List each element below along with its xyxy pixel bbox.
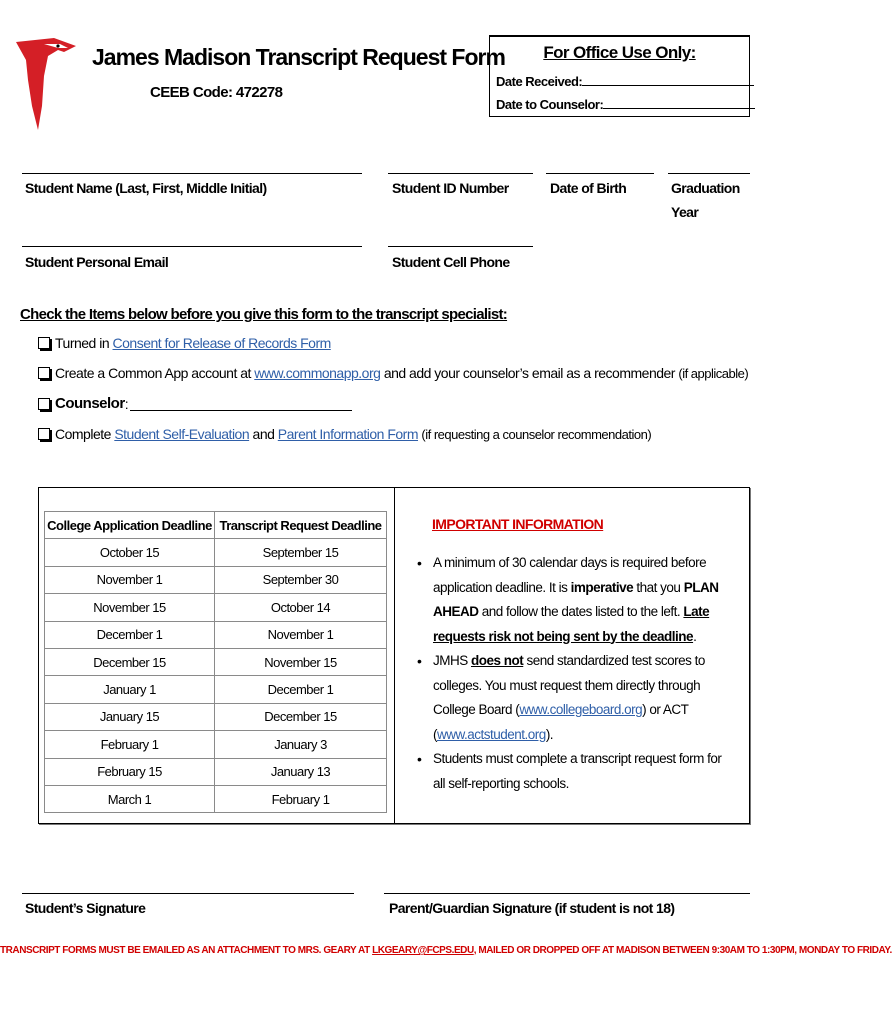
- table-cell: October 15: [45, 539, 215, 566]
- deadline-table: [44, 511, 387, 813]
- student-cell-field[interactable]: [388, 246, 533, 247]
- commonapp-link[interactable]: www.commonapp.org: [254, 365, 381, 381]
- list-item: [417, 551, 735, 649]
- date-received-field[interactable]: [582, 74, 754, 86]
- form-title: James Madison Transcript Request Form: [92, 44, 505, 70]
- self-evaluation-link[interactable]: Student Self-Evaluation: [114, 426, 250, 442]
- text: ).: [545, 726, 554, 742]
- date-to-counselor-field[interactable]: [603, 97, 755, 109]
- footer-text-end: , MAILED OR DROPPED OFF AT MADISON BETWEEN 9:30AM TO 1:30PM, MONDAY TO FRIDAY.: [473, 945, 892, 956]
- table-row: [45, 758, 387, 785]
- date-of-birth-field[interactable]: [546, 173, 654, 174]
- table-cell: November 1: [45, 566, 215, 593]
- table-cell: January 3: [215, 731, 387, 758]
- table-row: [45, 731, 387, 758]
- text: Students must complete a transcript request form for all self-reporting schools.: [433, 751, 722, 791]
- text: that you: [633, 579, 684, 595]
- date-of-birth-label: Date of Birth: [550, 180, 627, 196]
- student-id-field[interactable]: [388, 173, 533, 174]
- checkbox-icon[interactable]: [38, 367, 50, 379]
- counselor-colon: :: [124, 395, 129, 412]
- text: A minimum of 30 calendar days is required before application deadline. It is: [433, 555, 707, 595]
- student-name-label: Student Name (Last, First, Middle Initial): [25, 180, 267, 196]
- table-row: [45, 539, 387, 566]
- date-to-counselor-line: [496, 97, 755, 112]
- table-cell: February 1: [45, 731, 215, 758]
- student-cell-label: Student Cell Phone: [392, 254, 510, 270]
- text: JMHS: [433, 653, 471, 668]
- student-name-field[interactable]: [22, 173, 362, 174]
- item2-mid-text: and add your counselor’s email as a recommender: [383, 365, 675, 381]
- table-cell: December 1: [215, 676, 387, 703]
- table-cell: November 15: [45, 594, 215, 621]
- date-received-line: [496, 74, 754, 89]
- text: and follow the dates listed to the left.: [478, 604, 684, 619]
- table-cell: January 1: [45, 676, 215, 703]
- table-row: [45, 676, 387, 703]
- table-cell: September 30: [215, 566, 387, 593]
- checkbox-icon[interactable]: [38, 398, 50, 410]
- checklist-item-evaluation: [38, 426, 651, 442]
- item4-mid-text: and: [252, 426, 275, 442]
- table-cell: December 1: [45, 621, 215, 648]
- text: Late requests risk not being sent by the deadline: [433, 604, 710, 644]
- graduation-label-line2: Year: [671, 204, 699, 220]
- table-row: [45, 648, 387, 675]
- item4-text: Complete: [55, 426, 111, 442]
- list-item: [417, 649, 735, 747]
- text: imperative: [570, 579, 634, 595]
- list-item: [417, 747, 735, 796]
- table-row: [45, 703, 387, 730]
- table-cell: September 15: [215, 539, 387, 566]
- table-cell: November 15: [215, 648, 387, 675]
- red-falcon-head-logo-icon: [14, 36, 80, 132]
- student-signature-field[interactable]: [22, 893, 354, 894]
- actstudent-link[interactable]: www.actstudent.org: [437, 726, 546, 742]
- graduation-year-field[interactable]: [668, 173, 750, 174]
- table-row: [45, 566, 387, 593]
- date-to-counselor-label: Date to Counselor:: [496, 97, 604, 112]
- checklist-item-consent: [38, 335, 331, 351]
- text: PLAN AHEAD: [433, 579, 719, 619]
- student-id-label: Student ID Number: [392, 180, 509, 196]
- parent-signature-label: Parent/Guardian Signature (if student is not 18): [389, 900, 675, 916]
- table-cell: October 14: [215, 594, 387, 621]
- ceeb-code: CEEB Code: 472278: [150, 84, 283, 101]
- table-row: [45, 621, 387, 648]
- submission-instructions: [0, 945, 892, 956]
- text: .: [693, 628, 697, 644]
- box-divider: [394, 487, 395, 824]
- graduation-year-label: [671, 176, 740, 224]
- table-header-row: [45, 512, 387, 539]
- geary-email-link[interactable]: LKGEARY@FCPS.EDU: [372, 945, 474, 956]
- collegeboard-link[interactable]: www.collegeboard.org: [519, 702, 643, 717]
- checklist-item-commonapp: [38, 365, 748, 381]
- item4-note: (if requesting a counselor recommendation): [421, 426, 652, 442]
- table-row: [45, 785, 387, 812]
- graduation-label-line1: Graduation: [671, 180, 740, 196]
- student-email-field[interactable]: [22, 246, 362, 247]
- table-cell: November 1: [215, 621, 387, 648]
- office-use-box: [489, 35, 750, 117]
- table-cell: December 15: [215, 703, 387, 730]
- date-received-label: Date Received:: [496, 74, 583, 89]
- table-cell: January 13: [215, 758, 387, 785]
- table-row: [45, 594, 387, 621]
- office-use-title: For Office Use Only:: [543, 43, 696, 62]
- table-cell: December 15: [45, 648, 215, 675]
- text: does not: [471, 653, 524, 668]
- item2-text: Create a Common App account at: [55, 365, 251, 381]
- text: ) or ACT (: [433, 702, 689, 742]
- important-info-title: IMPORTANT INFORMATION: [432, 516, 604, 532]
- col-header-application: College Application Deadline: [45, 512, 215, 539]
- table-cell: February 1: [215, 785, 387, 812]
- checklist-heading: Check the Items below before you give this form to the transcript specialist:: [20, 306, 508, 323]
- item2-note: (if applicable): [678, 365, 749, 381]
- parent-signature-field[interactable]: [384, 893, 750, 894]
- student-signature-label: Student’s Signature: [25, 900, 146, 916]
- student-email-label: Student Personal Email: [25, 254, 169, 270]
- important-info-list: [417, 551, 735, 796]
- footer-text: TRANSCRIPT FORMS MUST BE EMAILED AS AN ATTACHMENT TO MRS. GEARY AT: [0, 945, 373, 956]
- counselor-label: Counselor: [55, 395, 125, 412]
- checkbox-icon[interactable]: [38, 337, 50, 349]
- text: send standardized test scores to colleges. You must request them directly through College Board (: [433, 653, 705, 717]
- table-cell: March 1: [45, 785, 215, 812]
- checklist-item-counselor: [38, 395, 352, 412]
- table-cell: February 15: [45, 758, 215, 785]
- consent-form-link[interactable]: Consent for Release of Records Form: [112, 335, 331, 351]
- item1-text: Turned in: [55, 335, 110, 351]
- checkbox-icon[interactable]: [38, 428, 50, 440]
- col-header-transcript: Transcript Request Deadline: [215, 512, 387, 539]
- counselor-field[interactable]: [130, 397, 352, 411]
- parent-information-link[interactable]: Parent Information Form: [277, 426, 419, 442]
- table-cell: January 15: [45, 703, 215, 730]
